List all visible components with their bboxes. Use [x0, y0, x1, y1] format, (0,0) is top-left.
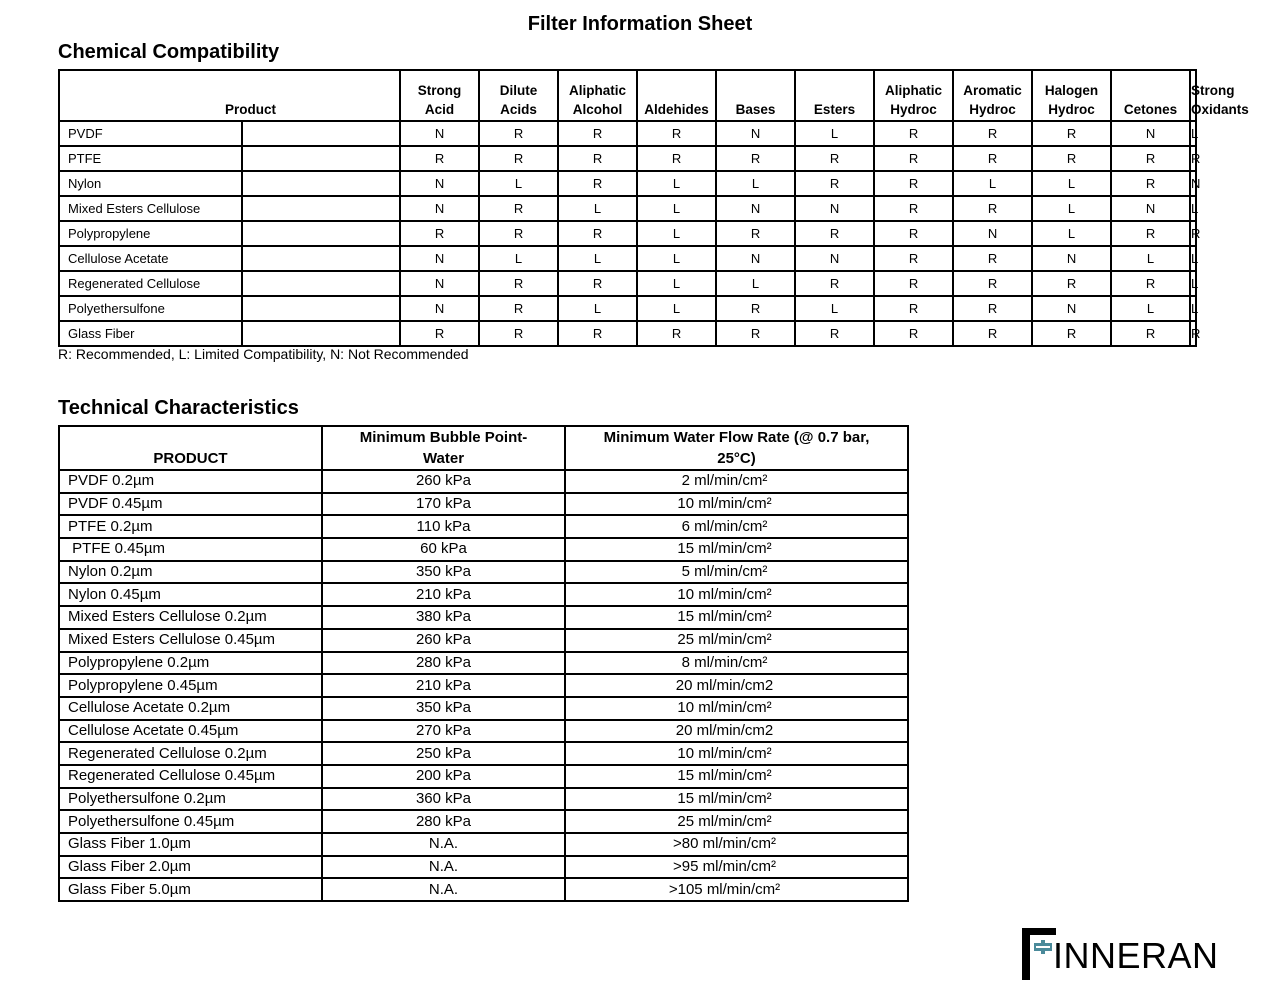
compatibility-cell: N — [1032, 296, 1111, 321]
technical-header-row — [59, 426, 908, 470]
chem-column-header-line: Cetones — [1123, 102, 1178, 117]
product-name-cell: PVDF — [59, 121, 242, 146]
compatibility-cell: L — [1111, 296, 1190, 321]
compatibility-cell: N — [400, 271, 479, 296]
compatibility-cell: R — [479, 121, 558, 146]
chem-column-header — [637, 70, 716, 121]
technical-characteristics-table — [58, 425, 909, 902]
bubble-point-cell: 350 kPa — [322, 697, 565, 720]
compatibility-cell: R — [637, 121, 716, 146]
chem-column-header-line: Esters — [813, 102, 856, 117]
bubble-point-cell: 260 kPa — [322, 629, 565, 652]
compatibility-cell: L — [716, 171, 795, 196]
compatibility-cell: R — [479, 321, 558, 346]
product-name-cell: Polyethersulfone 0.45µm — [59, 810, 322, 833]
product-name-cell: Glass Fiber 5.0µm — [59, 878, 322, 901]
chem-column-header — [953, 70, 1032, 121]
product-name-cell: Nylon 0.45µm — [59, 583, 322, 606]
chem-column-header-line: Acids — [500, 102, 537, 117]
chem-column-header — [479, 70, 558, 121]
compatibility-cell: N — [716, 246, 795, 271]
compatibility-cell: R — [1111, 321, 1190, 346]
table-row — [59, 720, 908, 743]
bubble-point-cell: N.A. — [322, 856, 565, 879]
spacer-cell — [242, 171, 400, 196]
flow-rate-cell: 5 ml/min/cm² — [565, 561, 908, 584]
compatibility-cell: N — [400, 196, 479, 221]
product-name-cell: Glass Fiber 1.0µm — [59, 833, 322, 856]
compatibility-cell: R — [1032, 321, 1111, 346]
compatibility-cell: R — [400, 221, 479, 246]
table-row — [59, 652, 908, 675]
compatibility-cell: L — [1190, 121, 1196, 146]
compatibility-cell: L — [716, 271, 795, 296]
chem-column-header-line: Aliphatic — [885, 83, 943, 98]
compatibility-cell: N — [400, 121, 479, 146]
flow-rate-cell: 2 ml/min/cm² — [565, 470, 908, 493]
flow-rate-cell: 15 ml/min/cm² — [565, 765, 908, 788]
product-column-header: PRODUCT — [59, 426, 322, 470]
logo-f-stem — [1022, 928, 1030, 980]
compatibility-cell: N — [400, 171, 479, 196]
compatibility-cell: R — [637, 146, 716, 171]
product-name-cell: Polypropylene 0.2µm — [59, 652, 322, 675]
compatibility-cell: R — [716, 321, 795, 346]
compatibility-cell: R — [1111, 221, 1190, 246]
compatibility-cell: N — [1190, 171, 1196, 196]
bubble-point-cell: 200 kPa — [322, 765, 565, 788]
bubble-point-cell: 210 kPa — [322, 583, 565, 606]
bubble-point-column-header: Minimum Bubble Point- Water — [322, 426, 565, 470]
compatibility-cell: R — [558, 271, 637, 296]
product-name-cell: Cellulose Acetate 0.45µm — [59, 720, 322, 743]
product-name-cell: Mixed Esters Cellulose — [59, 196, 242, 221]
chem-column-header — [1111, 70, 1190, 121]
compatibility-cell: R — [637, 321, 716, 346]
compatibility-cell: R — [874, 246, 953, 271]
chem-column-header-line: Aromatic — [963, 83, 1022, 98]
compatibility-cell: R — [479, 296, 558, 321]
chemical-compatibility-title: Chemical Compatibility — [58, 41, 280, 63]
product-name-cell: Glass Fiber — [59, 321, 242, 346]
compatibility-cell: R — [716, 221, 795, 246]
compatibility-cell: R — [1111, 171, 1190, 196]
compatibility-cell: R — [874, 121, 953, 146]
chem-column-header-line: Hydroc — [1048, 102, 1095, 117]
compatibility-cell: R — [400, 146, 479, 171]
bubble-point-cell: 260 kPa — [322, 470, 565, 493]
compatibility-cell: N — [1111, 121, 1190, 146]
flow-rate-cell: 10 ml/min/cm² — [565, 697, 908, 720]
product-name-cell: Polypropylene — [59, 221, 242, 246]
table-row — [59, 538, 908, 561]
compatibility-cell: R — [1190, 321, 1196, 346]
product-name-cell: Mixed Esters Cellulose 0.45µm — [59, 629, 322, 652]
product-name-cell: Regenerated Cellulose 0.2µm — [59, 742, 322, 765]
product-name-cell: Regenerated Cellulose — [59, 271, 242, 296]
bubble-point-cell: 350 kPa — [322, 561, 565, 584]
compatibility-cell: R — [953, 196, 1032, 221]
page-title: Filter Information Sheet — [527, 13, 753, 35]
table-row — [59, 833, 908, 856]
product-name-cell: Polypropylene 0.45µm — [59, 674, 322, 697]
chem-column-header — [1190, 70, 1249, 121]
flow-rate-cell: 10 ml/min/cm² — [565, 583, 908, 606]
table-row — [59, 606, 908, 629]
flow-rate-column-header: Minimum Water Flow Rate (@ 0.7 bar, 25°C) — [565, 426, 908, 470]
bubble-point-cell: 280 kPa — [322, 810, 565, 833]
flow-rate-cell: 10 ml/min/cm² — [565, 493, 908, 516]
flow-rate-cell: 20 ml/min/cm2 — [565, 674, 908, 697]
compatibility-cell: R — [874, 171, 953, 196]
compatibility-cell: R — [1111, 146, 1190, 171]
product-name-cell: PVDF 0.45µm — [59, 493, 322, 516]
compatibility-cell: L — [558, 196, 637, 221]
compatibility-cell: N — [1032, 246, 1111, 271]
compatibility-cell: R — [1190, 146, 1196, 171]
compatibility-cell: L — [479, 171, 558, 196]
compatibility-cell: N — [400, 246, 479, 271]
chem-column-header-line: Aliphatic — [569, 83, 627, 98]
chem-column-header-line: Halogen — [1044, 83, 1099, 98]
compatibility-legend: R: Recommended, L: Limited Compatibility, N: Not Recommended — [58, 346, 469, 362]
compatibility-cell: R — [479, 271, 558, 296]
technical-characteristics-title: Technical Characteristics — [58, 397, 299, 419]
table-row — [59, 296, 1196, 321]
bubble-point-cell: 210 kPa — [322, 674, 565, 697]
spacer-cell — [242, 321, 400, 346]
flow-rate-cell: 25 ml/min/cm² — [565, 810, 908, 833]
compatibility-cell: R — [874, 321, 953, 346]
logo-f-bar — [1022, 928, 1056, 935]
table-row — [59, 674, 908, 697]
bubble-point-cell: 270 kPa — [322, 720, 565, 743]
compatibility-cell: L — [1190, 196, 1196, 221]
compatibility-cell: L — [1190, 271, 1196, 296]
flow-rate-cell: 10 ml/min/cm² — [565, 742, 908, 765]
flow-rate-cell: >80 ml/min/cm² — [565, 833, 908, 856]
table-row — [59, 171, 1196, 196]
compatibility-cell: R — [795, 271, 874, 296]
product-name-cell: Polyethersulfone 0.2µm — [59, 788, 322, 811]
compatibility-cell: R — [716, 146, 795, 171]
chemical-header-row — [59, 70, 1196, 121]
spacer-cell — [242, 271, 400, 296]
table-row — [59, 742, 908, 765]
bubble-point-cell: N.A. — [322, 878, 565, 901]
spacer-cell — [242, 296, 400, 321]
compatibility-cell: R — [795, 221, 874, 246]
chem-column-header-line: Hydroc — [890, 102, 937, 117]
compatibility-cell: L — [637, 296, 716, 321]
compatibility-cell: L — [637, 271, 716, 296]
compatibility-cell: R — [558, 121, 637, 146]
compatibility-cell: R — [874, 221, 953, 246]
spacer-cell — [242, 146, 400, 171]
table-row — [59, 493, 908, 516]
chem-column-header-line: Dilute — [499, 83, 538, 98]
compatibility-cell: N — [795, 196, 874, 221]
compatibility-cell: L — [637, 196, 716, 221]
compatibility-cell: R — [558, 321, 637, 346]
chem-column-header — [716, 70, 795, 121]
product-name-cell: PTFE 0.45µm — [59, 538, 322, 561]
compatibility-cell: R — [874, 271, 953, 296]
compatibility-cell: R — [558, 221, 637, 246]
product-column-header: Product — [59, 70, 400, 121]
compatibility-cell: L — [1032, 221, 1111, 246]
table-row — [59, 810, 908, 833]
compatibility-cell: R — [953, 271, 1032, 296]
bubble-point-cell: 360 kPa — [322, 788, 565, 811]
compatibility-cell: R — [716, 296, 795, 321]
compatibility-cell: L — [558, 296, 637, 321]
bubble-point-cell: 380 kPa — [322, 606, 565, 629]
compatibility-cell: R — [558, 171, 637, 196]
compatibility-cell: R — [874, 296, 953, 321]
table-row — [59, 121, 1196, 146]
product-name-cell: Cellulose Acetate 0.2µm — [59, 697, 322, 720]
compatibility-cell: L — [1032, 171, 1111, 196]
table-row — [59, 221, 1196, 246]
compatibility-cell: L — [795, 121, 874, 146]
flow-rate-cell: >105 ml/min/cm² — [565, 878, 908, 901]
bubble-point-cell: 170 kPa — [322, 493, 565, 516]
compatibility-cell: L — [953, 171, 1032, 196]
product-name-cell: Mixed Esters Cellulose 0.2µm — [59, 606, 322, 629]
chem-column-header-line: Bases — [735, 102, 776, 117]
product-name-cell: Glass Fiber 2.0µm — [59, 856, 322, 879]
compatibility-cell: L — [637, 221, 716, 246]
flow-rate-cell: 25 ml/min/cm² — [565, 629, 908, 652]
product-name-cell: PVDF 0.2µm — [59, 470, 322, 493]
compatibility-cell: L — [1190, 246, 1196, 271]
compatibility-cell: R — [400, 321, 479, 346]
table-row — [59, 856, 908, 879]
chem-column-header — [795, 70, 874, 121]
table-row — [59, 196, 1196, 221]
compatibility-cell: L — [558, 246, 637, 271]
compatibility-cell: R — [1032, 146, 1111, 171]
flow-rate-cell: 15 ml/min/cm² — [565, 788, 908, 811]
compatibility-cell: R — [1032, 271, 1111, 296]
table-row — [59, 765, 908, 788]
compatibility-cell: R — [874, 146, 953, 171]
compatibility-cell: R — [479, 221, 558, 246]
flow-rate-cell: 8 ml/min/cm² — [565, 652, 908, 675]
table-row — [59, 697, 908, 720]
chem-column-header-line: Hydroc — [969, 102, 1016, 117]
compatibility-cell: L — [795, 296, 874, 321]
table-row — [59, 515, 908, 538]
compatibility-cell: R — [479, 146, 558, 171]
flow-rate-cell: 15 ml/min/cm² — [565, 606, 908, 629]
compatibility-cell: N — [1111, 196, 1190, 221]
chem-column-header-line: Acid — [424, 102, 455, 117]
compatibility-cell: R — [953, 296, 1032, 321]
spacer-cell — [242, 221, 400, 246]
product-name-cell: Nylon — [59, 171, 242, 196]
compatibility-cell: R — [1190, 221, 1196, 246]
compatibility-cell: N — [716, 121, 795, 146]
bubble-point-cell: 60 kPa — [322, 538, 565, 561]
chem-column-header-line: Oxidants — [1191, 102, 1249, 117]
compatibility-cell: R — [874, 196, 953, 221]
compatibility-cell: N — [795, 246, 874, 271]
compatibility-cell: L — [1111, 246, 1190, 271]
compatibility-cell: R — [953, 146, 1032, 171]
spacer-cell — [242, 121, 400, 146]
product-name-cell: Nylon 0.2µm — [59, 561, 322, 584]
bubble-point-cell: 280 kPa — [322, 652, 565, 675]
compatibility-cell: R — [795, 171, 874, 196]
product-name-cell: PTFE — [59, 146, 242, 171]
flow-rate-cell: 6 ml/min/cm² — [565, 515, 908, 538]
flow-rate-cell: 20 ml/min/cm2 — [565, 720, 908, 743]
compatibility-cell: R — [795, 321, 874, 346]
table-row — [59, 583, 908, 606]
compatibility-cell: L — [1032, 196, 1111, 221]
table-row — [59, 246, 1196, 271]
table-row — [59, 470, 908, 493]
compatibility-cell: L — [637, 171, 716, 196]
product-name-cell: Cellulose Acetate — [59, 246, 242, 271]
table-row — [59, 321, 1196, 346]
compatibility-cell: L — [1190, 296, 1196, 321]
flow-rate-cell: 15 ml/min/cm² — [565, 538, 908, 561]
chem-column-header-line: Strong — [417, 83, 462, 98]
compatibility-cell: R — [558, 146, 637, 171]
bubble-point-cell: 250 kPa — [322, 742, 565, 765]
spacer-cell — [242, 246, 400, 271]
table-row — [59, 788, 908, 811]
logo-emblem-icon — [1034, 940, 1052, 954]
chem-column-header-line: Aldehides — [644, 102, 709, 117]
spacer-cell — [242, 196, 400, 221]
product-name-cell: Regenerated Cellulose 0.45µm — [59, 765, 322, 788]
bubble-point-cell: N.A. — [322, 833, 565, 856]
compatibility-cell: R — [795, 146, 874, 171]
table-row — [59, 878, 908, 901]
finneran-logo — [1022, 928, 1219, 982]
table-row — [59, 146, 1196, 171]
chem-column-header-line: Alcohol — [572, 102, 623, 117]
compatibility-cell: R — [953, 121, 1032, 146]
compatibility-cell: R — [953, 246, 1032, 271]
compatibility-cell: N — [953, 221, 1032, 246]
chem-column-header — [400, 70, 479, 121]
chem-column-header-line: Strong — [1191, 83, 1235, 98]
table-row — [59, 629, 908, 652]
compatibility-cell: R — [1111, 271, 1190, 296]
table-row — [59, 561, 908, 584]
compatibility-cell: R — [953, 321, 1032, 346]
compatibility-cell: N — [716, 196, 795, 221]
flow-rate-cell: >95 ml/min/cm² — [565, 856, 908, 879]
chemical-compatibility-table — [58, 69, 1249, 347]
compatibility-cell: R — [479, 196, 558, 221]
product-name-cell: PTFE 0.2µm — [59, 515, 322, 538]
chem-column-header — [874, 70, 953, 121]
compatibility-cell: L — [637, 246, 716, 271]
compatibility-cell: R — [1032, 121, 1111, 146]
compatibility-cell: N — [400, 296, 479, 321]
bubble-point-cell: 110 kPa — [322, 515, 565, 538]
table-row — [59, 271, 1196, 296]
compatibility-cell: L — [479, 246, 558, 271]
product-name-cell: Polyethersulfone — [59, 296, 242, 321]
chem-column-header — [558, 70, 637, 121]
chem-column-header — [1032, 70, 1111, 121]
logo-text: INNERAN — [1053, 935, 1219, 976]
